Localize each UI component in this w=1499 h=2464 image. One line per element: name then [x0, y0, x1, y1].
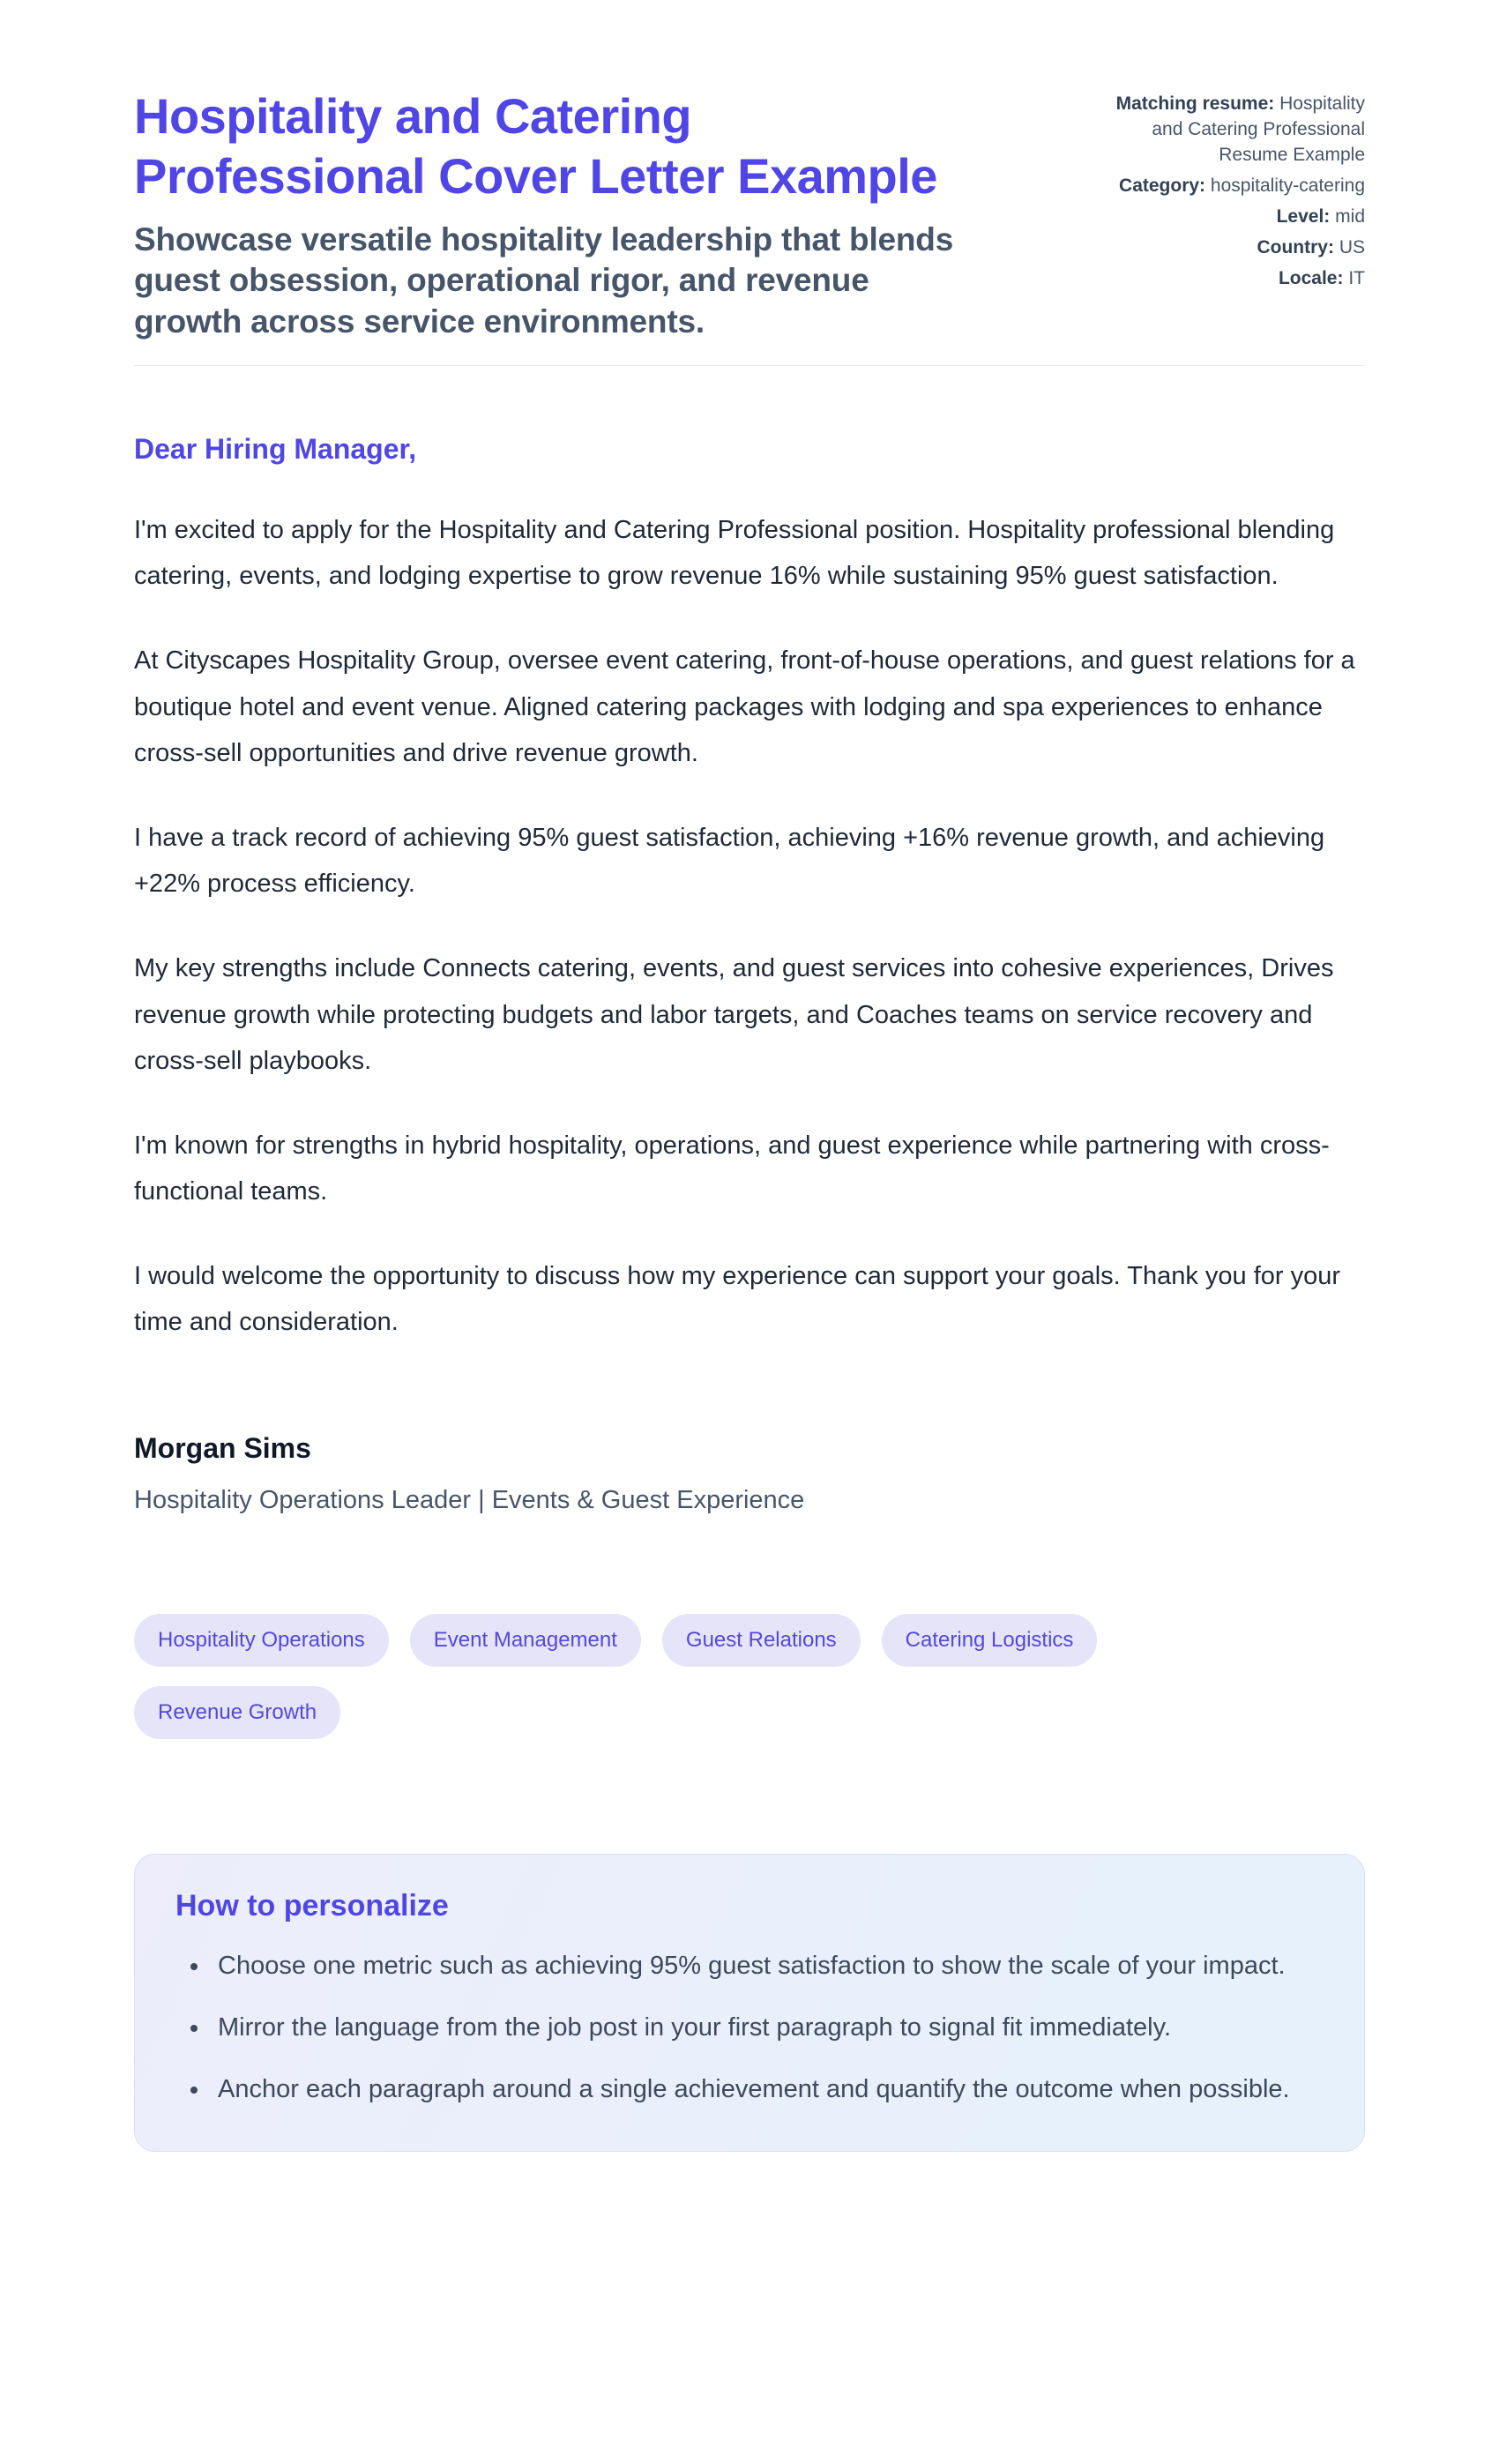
meta-label: Level:: [1276, 205, 1331, 227]
letter-paragraphs: [134, 507, 1365, 1346]
letter-paragraph: I would welcome the opportunity to discuss how my experience can support your goals. Thank you for your time and consideration.: [134, 1262, 1341, 1337]
meta-item-country: [1083, 235, 1365, 261]
meta-value: IT: [1348, 267, 1365, 288]
letter-paragraph: I'm known for strengths in hybrid hospitality, operations, and guest experience while partnering with cross-functional teams.: [134, 1131, 1330, 1206]
header-left: [134, 86, 981, 342]
tag-pill: Event Management: [410, 1614, 641, 1667]
letter-body: [134, 431, 1365, 1518]
tag-pill: Hospitality Operations: [134, 1614, 389, 1667]
personalize-box: [134, 1854, 1365, 2152]
signature-name: Morgan Sims: [134, 1431, 311, 1464]
personalize-tip: • Anchor each paragraph around a single achievement and quantify the outcome when possible.: [211, 2068, 1322, 2112]
tag-pill: Guest Relations: [662, 1614, 861, 1667]
meta-label: Country:: [1257, 236, 1334, 258]
meta-item-locale: [1083, 266, 1365, 292]
meta-item-category: [1083, 174, 1365, 199]
header-divider: [134, 365, 1365, 366]
page-subtitle: Showcase versatile hospitality leadership that blends guest obsession, operational rigor, and revenue growth across service environments.: [134, 220, 954, 340]
meta-label: Category:: [1119, 175, 1206, 196]
signature-title: Hospitality Operations Leader | Events & Guest Experience: [134, 1486, 805, 1515]
meta-label: Locale:: [1278, 267, 1344, 288]
tag-pill: Revenue Growth: [134, 1686, 340, 1739]
tag-pill: Catering Logistics: [882, 1614, 1098, 1667]
personalize-tip: • Mirror the language from the job post in your first paragraph to signal fit immediately.: [211, 2006, 1322, 2050]
meta-item-level: [1083, 205, 1365, 230]
letter-paragraph: At Cityscapes Hospitality Group, oversee event catering, front-of-house operations, and guest relations for a boutique hotel and event venue. Aligned catering packages with lodging and spa experiences to enhance cross-sell opportunities and drive revenue growth.: [134, 646, 1355, 767]
letter-paragraph: My key strengths include Connects catering, events, and guest services into cohesive experiences, Drives revenue growth while protecting budgets and labor targets, and Coaches teams on service recovery and cross-sell playbooks.: [134, 954, 1334, 1075]
greeting: Dear Hiring Manager,: [134, 433, 417, 466]
page-title: Hospitality and Catering Professional Cover Letter Example: [134, 88, 937, 205]
meta-label: Matching resume:: [1115, 93, 1275, 114]
meta-value: US: [1339, 236, 1365, 258]
header: [134, 86, 1365, 342]
meta-panel: [1083, 92, 1365, 297]
personalize-tip: • Choose one metric such as achieving 95% guest satisfaction to show the scale of your impact.: [211, 1945, 1322, 1989]
meta-value: mid: [1335, 205, 1365, 227]
personalize-heading: How to personalize: [175, 1888, 449, 1923]
tag-list: [134, 1614, 1227, 1739]
letter-paragraph: I have a track record of achieving 95% guest satisfaction, achieving +16% revenue growth, and achieving +22% process efficiency.: [134, 823, 1325, 899]
personalize-tip-list: [175, 1945, 1322, 2112]
letter-paragraph: I'm excited to apply for the Hospitality and Catering Professional position. Hospitality professional blending catering, events, and lodging expertise to grow revenue 16% while sustaining 95% guest satisfaction.: [134, 516, 1335, 591]
meta-value: Hospitality and Catering Professional Resume Example: [1152, 93, 1365, 165]
meta-item-matching-resume: [1083, 92, 1365, 168]
meta-value: hospitality-catering: [1210, 175, 1365, 196]
